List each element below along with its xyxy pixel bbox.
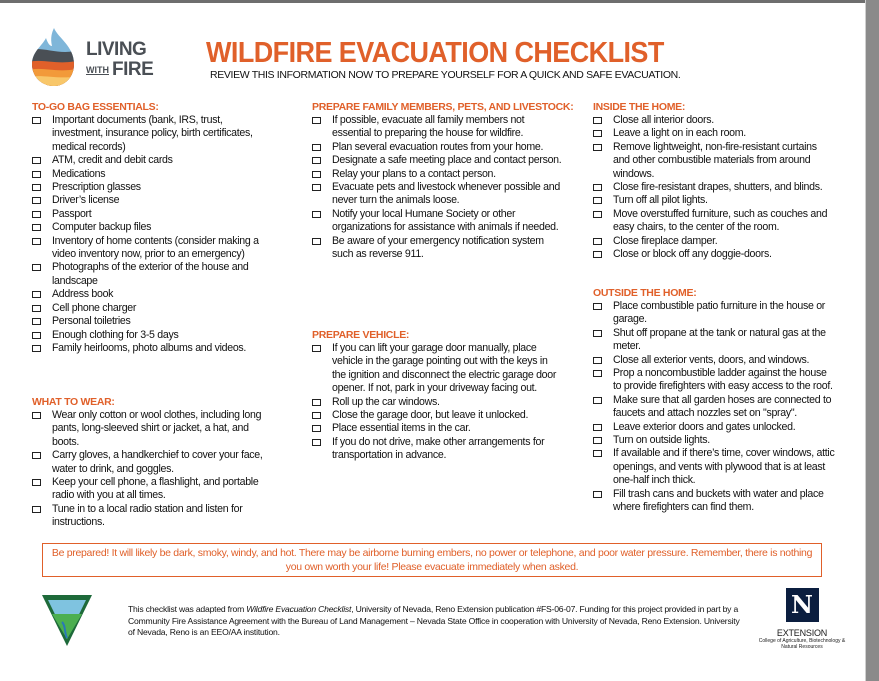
checklist-item (593, 421, 835, 434)
checklist-item-label: Close fireplace damper. (613, 234, 718, 247)
checklist-item (312, 154, 562, 167)
window-top-border (0, 0, 879, 3)
checklist-item (312, 422, 562, 435)
checkbox[interactable] (32, 264, 41, 271)
checklist-item-label: Place combustible patio furniture in the house or garage. (613, 300, 826, 326)
checklist-item-label: Medications (52, 167, 106, 180)
checklist-item (32, 221, 272, 234)
checklist-item (312, 396, 562, 409)
checklist-item-label: Move overstuffed furniture, such as couches and easy chairs, to the center of the room. (613, 207, 828, 234)
checklist-item (32, 409, 272, 449)
checklist-item-label: Evacuate pets and livestock whenever possible and never turn the animals loose. (332, 181, 560, 207)
checklist-item-label: Notify your local Humane Society or other organizations for assistance with animals if needed. (332, 207, 559, 234)
checkbox[interactable] (312, 345, 321, 352)
checklist-item-label: Make sure that all garden hoses are connected to faucets and attach nozzles set on "spray". (613, 393, 832, 420)
checkbox[interactable] (593, 370, 602, 377)
credit-text: This checklist was adapted from Wildfire Evacuation Checklist, University of Nevada, Reno Extension publication #FS-06-07. Funding for this project provided in part by a Community Fire Assistance Agreement with the Bureau of Land Management – Nevada State Office in cooperation with University of Nevada, Reno Extension. University of Nevada, Reno is an EEO/AA institution. (128, 604, 740, 637)
checklist-item (32, 168, 272, 181)
checklist-item-label: Turn on outside lights. (613, 434, 710, 447)
checklist-item (312, 342, 562, 396)
checkbox[interactable] (32, 412, 41, 419)
checklist-item-label: If you do not drive, make other arrangements for transportation in advance. (332, 435, 545, 462)
checklist-item-label: Photographs of the exterior of the house and landscape (52, 261, 249, 287)
checklist-item (32, 503, 272, 530)
checklist-item (312, 114, 562, 141)
checklist-item-label: If possible, evacuate all family members not essential to preparing the house for wildfire. (332, 114, 525, 140)
checklist-item (32, 476, 272, 503)
checkbox[interactable] (593, 397, 602, 404)
page-subtitle: REVIEW THIS INFORMATION NOW TO PREPARE YOURSELF FOR A QUICK AND SAFE EVACUATION. (210, 69, 681, 81)
checklist-item (593, 235, 835, 248)
checklist-item-label: Close all exterior vents, doors, and windows. (613, 353, 810, 366)
checkbox[interactable] (593, 130, 602, 137)
checklist-item-label: Roll up the car windows. (332, 395, 440, 408)
blm-logo (40, 592, 94, 648)
checklist-item (32, 235, 272, 262)
section-outside-home (593, 287, 835, 515)
page-title: WILDFIRE EVACUATION CHECKLIST (206, 37, 664, 69)
checkbox[interactable] (593, 303, 602, 310)
section-what-to-wear (32, 396, 272, 530)
checklist-item-label: Important documents (bank, IRS, trust, investment, insurance policy, birth certificates, medical records) (52, 114, 253, 153)
checkbox[interactable] (32, 332, 41, 339)
checklist-item (32, 449, 272, 476)
checklist-item-label: Close fire-resistant drapes, shutters, and blinds. (613, 181, 823, 194)
checklist-item (593, 141, 835, 181)
section-heading: INSIDE THE HOME: (593, 101, 686, 113)
checkbox[interactable] (32, 345, 41, 352)
checkbox[interactable] (312, 144, 321, 151)
section-prepare-vehicle (312, 329, 562, 463)
section-inside-home (593, 101, 835, 261)
checklist-item-label: If available and if there’s time, cover windows, attic openings, and vents with plywood that is at least one-half inch thick. (613, 447, 835, 487)
checkbox[interactable] (593, 424, 602, 431)
section-heading: OUTSIDE THE HOME: (593, 287, 697, 299)
checklist-item (32, 302, 272, 315)
checkbox[interactable] (32, 224, 41, 231)
checklist-item-label: Leave exterior doors and gates unlocked. (613, 420, 796, 433)
checkbox[interactable] (312, 399, 321, 406)
checklist-item (312, 208, 562, 235)
checkbox[interactable] (312, 171, 321, 178)
checklist-item (32, 342, 272, 355)
checklist-item (593, 114, 835, 127)
section-to-go-bag (32, 101, 272, 355)
checklist-item-label: If you can lift your garage door manually, place vehicle in the garage pointing out with the keys in the ignition and disconnect the electric garage door opener. If not, park in your driveway facing out. (332, 342, 557, 395)
checklist-item-label: Turn off all pilot lights. (613, 194, 708, 207)
checkbox[interactable] (593, 491, 602, 498)
checkbox[interactable] (593, 251, 602, 258)
checklist-item-label: Passport (52, 207, 92, 220)
checkbox[interactable] (32, 506, 41, 513)
checklist-item-label: Personal toiletries (52, 315, 131, 328)
section-heading: PREPARE VEHICLE: (312, 329, 410, 341)
checkbox[interactable] (312, 211, 321, 218)
checklist-item (312, 409, 562, 422)
checklist-item (32, 194, 272, 207)
checklist-item-label: Prop a noncombustible ladder against the house to provide firefighters with easy access to the roof. (613, 367, 833, 393)
checkbox[interactable] (593, 238, 602, 245)
checkbox[interactable] (32, 452, 41, 459)
checklist-item (593, 447, 835, 487)
checkbox[interactable] (312, 184, 321, 191)
checklist-item-label: Wear only cotton or wool clothes, including long pants, long-sleeved shirt or jacket, a hat, and boots. (52, 409, 262, 448)
checklist-item-label: Plan several evacuation routes from your home. (332, 140, 544, 153)
checklist-item-label: Leave a light on in each room. (613, 127, 746, 140)
checkbox[interactable] (593, 117, 602, 124)
checklist-item-label: Carry gloves, a handkerchief to cover your face, water to drink, and goggles. (52, 449, 263, 475)
checklist-item-label: ATM, credit and debit cards (52, 154, 173, 167)
viewer-background (866, 0, 879, 681)
checklist-item (593, 488, 835, 515)
checklist-item-label: Driver’s license (52, 194, 120, 207)
checklist-item (593, 181, 835, 194)
checkbox[interactable] (593, 197, 602, 204)
checklist-item (312, 141, 562, 154)
checklist-item-label: Prescription glasses (52, 181, 141, 194)
checklist-item (593, 354, 835, 367)
section-prepare-family (312, 101, 574, 261)
section-heading: PREPARE FAMILY MEMBERS, PETS, AND LIVESTOCK: (312, 101, 574, 113)
checkbox[interactable] (593, 450, 602, 457)
checklist-item (32, 114, 272, 154)
checklist-item-label: Computer backup files (52, 221, 152, 234)
n-logo-icon: N (786, 588, 819, 622)
checklist-item-label: Place essential items in the car. (332, 422, 471, 435)
checkbox[interactable] (593, 330, 602, 337)
warning-box: Be prepared! It will likely be dark, smoky, windy, and hot. There may be airborne burning embers, no power or telephone, and poor water pressure. Remember, there is nothing you own worth your life! Please evacuate immediately when asked. (42, 543, 822, 577)
checklist-item-label: Designate a safe meeting place and contact person. (332, 154, 562, 167)
checklist-item (32, 261, 272, 288)
section-heading: WHAT TO WEAR: (32, 396, 115, 408)
living-with-fire-logo (28, 26, 168, 88)
checkbox[interactable] (312, 412, 321, 419)
checklist-item-label: Enough clothing for 3-5 days (52, 328, 179, 341)
checklist-item (593, 300, 835, 327)
checkbox[interactable] (32, 318, 41, 325)
flame-icon (28, 26, 80, 88)
checklist-item-label: Keep your cell phone, a flashlight, and portable radio with you at all times. (52, 476, 259, 502)
checklist-item (312, 168, 562, 181)
checkbox[interactable] (593, 144, 602, 151)
checklist-item (593, 194, 835, 207)
checklist-item (593, 434, 835, 447)
checklist-item-label: Cell phone charger (52, 301, 137, 314)
checkbox[interactable] (32, 171, 41, 178)
checkbox[interactable] (593, 437, 602, 444)
checkbox[interactable] (32, 238, 41, 245)
checkbox[interactable] (312, 117, 321, 124)
checkbox[interactable] (32, 184, 41, 191)
checklist-item (32, 329, 272, 342)
checklist-item (312, 181, 562, 208)
checklist-item-label: Remove lightweight, non-fire-resistant curtains and other combustible materials from around windows. (613, 140, 817, 180)
checkbox[interactable] (32, 117, 41, 124)
checklist-item (32, 208, 272, 221)
checklist-item (593, 327, 835, 354)
checklist-item (593, 208, 835, 235)
checklist-item-label: Address book (52, 288, 114, 301)
checklist-item-label: Shut off propane at the tank or natural gas at the meter. (613, 326, 826, 353)
checklist-item-label: Close or block off any doggie-doors. (613, 248, 772, 261)
checklist-item-label: Close the garage door, but leave it unlocked. (332, 409, 529, 422)
checklist-item (32, 288, 272, 301)
checklist-item (312, 235, 562, 262)
checkbox[interactable] (312, 425, 321, 432)
checkbox[interactable] (593, 211, 602, 218)
checklist-item (593, 367, 835, 394)
checkbox[interactable] (32, 197, 41, 204)
checklist-item (593, 394, 835, 421)
checkbox[interactable] (312, 238, 321, 245)
checklist-item-label: Inventory of home contents (consider making a video inventory now, prior to an emergency) (52, 234, 259, 261)
unr-extension-logo: N EXTENSION College of Agriculture, Biotechnology & Natural Resources (758, 590, 846, 650)
checklist-item (593, 248, 835, 261)
checklist-item (32, 315, 272, 328)
checkbox[interactable] (32, 305, 41, 312)
checklist-item-label: Tune in to a local radio station and listen for instructions. (52, 502, 243, 529)
checklist-item-label: Close all interior doors. (613, 114, 714, 126)
checkbox[interactable] (32, 479, 41, 486)
checklist-item (312, 436, 562, 463)
checkbox[interactable] (32, 211, 41, 218)
checkbox[interactable] (312, 439, 321, 446)
checkbox[interactable] (593, 184, 602, 191)
checklist-item (32, 154, 272, 167)
checklist-item-label: Relay your plans to a contact person. (332, 167, 496, 180)
logo-wordmark: LIVING WITH FIRE (86, 39, 154, 81)
checkbox[interactable] (593, 357, 602, 364)
checklist-item (593, 127, 835, 140)
checklist-item-label: Family heirlooms, photo albums and videos. (52, 341, 247, 354)
checkbox[interactable] (32, 291, 41, 298)
checklist-item-label: Be aware of your emergency notification system such as reverse 911. (332, 234, 544, 261)
checklist-item-label: Fill trash cans and buckets with water and place where firefighters can find them. (613, 487, 824, 514)
checkbox[interactable] (32, 157, 41, 164)
section-heading: TO-GO BAG ESSENTIALS: (32, 101, 159, 113)
checklist-item (32, 181, 272, 194)
checkbox[interactable] (312, 157, 321, 164)
